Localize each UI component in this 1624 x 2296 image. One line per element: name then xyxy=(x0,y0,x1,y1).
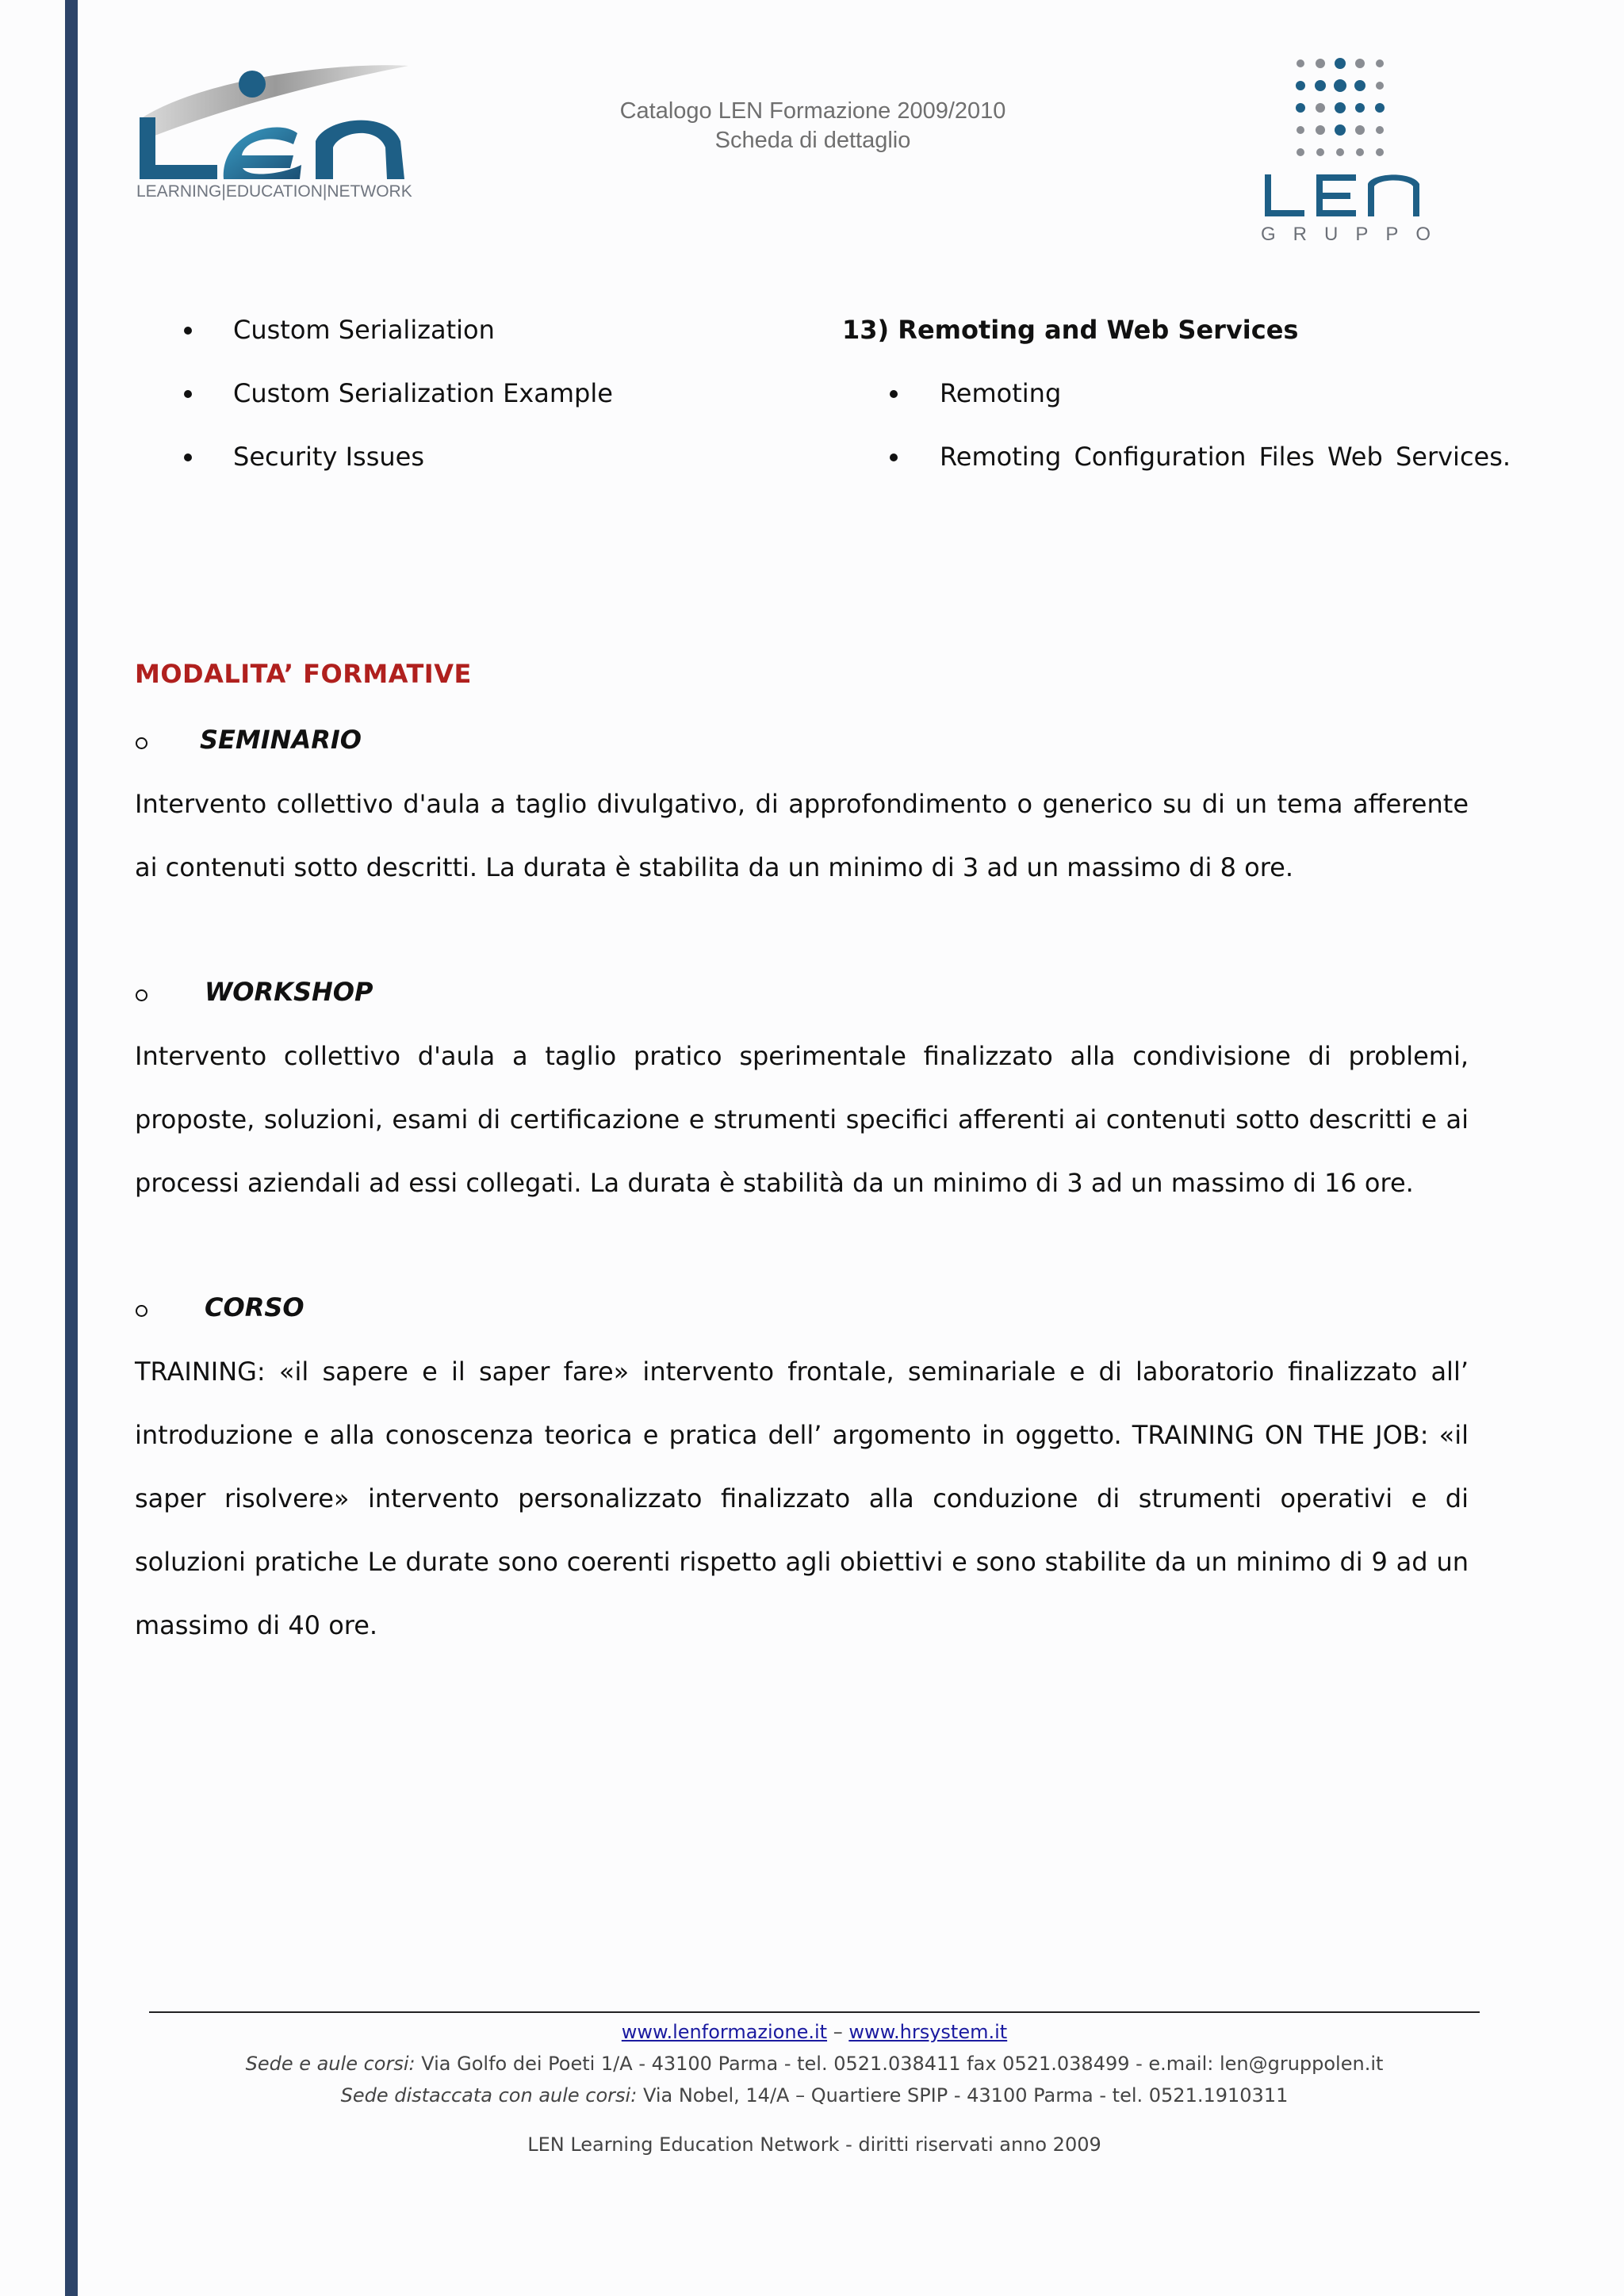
footer-divider xyxy=(149,2011,1480,2013)
document-header-title xyxy=(492,97,1134,155)
distaccata-text: Via Nobel, 14/A – Quartiere SPIP - 43100 Parma - tel. 0521.1910311 xyxy=(642,2084,1289,2107)
footer-rights: LEN Learning Education Network - diritti riservati anno 2009 xyxy=(527,2133,1101,2156)
circle-bullet-icon xyxy=(136,737,147,749)
bullet-icon xyxy=(890,390,898,398)
page-left-border xyxy=(65,0,78,2296)
catalog-title: Catalogo LEN Formazione 2009/2010 xyxy=(619,98,1006,124)
len-logo-icon xyxy=(135,62,420,181)
logo-gruppo-label: GRUPPO xyxy=(1261,224,1449,245)
seminario-title: SEMINARIO xyxy=(200,725,362,755)
list-item: Security Issues xyxy=(233,442,424,472)
catalog-subtitle: Scheda di dettaglio xyxy=(714,128,911,153)
footer-sede-distaccata xyxy=(149,2084,1480,2107)
bullet-icon xyxy=(890,453,898,461)
circle-bullet-icon xyxy=(136,989,147,1001)
link-hrsystem[interactable]: www.hrsystem.it xyxy=(848,2021,1008,2043)
corso-title: CORSO xyxy=(205,1292,304,1322)
bullet-icon xyxy=(184,327,192,335)
corso-description: TRAINING: «il sapere e il saper fare» intervento frontale, seminariale e di laboratorio finalizzato all’ introduzione e alla conoscenza teorica e pratica dell’ argomento in oggetto. TRAINING ON THE JOB: «il saper risolvere» intervento personalizzato finalizzato alla conduzione di strumenti operativi e di soluzioni pratiche Le durate sono coerenti rispetto agli obiettivi e sono stabilite da un minimo di 9 ad un massimo di 40 ore. xyxy=(135,1357,1469,1640)
modalita-formative-title: MODALITA’ FORMATIVE xyxy=(135,659,472,689)
len-logo xyxy=(135,62,420,209)
sede-label: Sede e aule corsi: xyxy=(245,2053,416,2075)
bullet-icon xyxy=(184,453,192,461)
list-item: Remoting Configuration Files Web Services. xyxy=(940,442,1511,472)
workshop-description: Intervento collettivo d'aula a taglio pratico sperimentale finalizzato alla condivisione di problemi, proposte, soluzioni, esami di certificazione e strumenti specifici afferenti ai contenuti sotto descritti e ai processi aziendali ad essi collegati. La durata è stabilità da un minimo di 3 ad un massimo di 16 ore. xyxy=(135,1041,1469,1198)
section-heading-remoting: 13) Remoting and Web Services xyxy=(842,315,1299,345)
distaccata-label: Sede distaccata con aule corsi: xyxy=(340,2084,638,2107)
footer-sede xyxy=(149,2052,1480,2076)
dot-grid-icon xyxy=(1257,55,1439,222)
workshop-title: WORKSHOP xyxy=(205,977,373,1007)
list-item: Custom Serialization Example xyxy=(233,378,613,408)
bullet-icon xyxy=(184,390,192,398)
circle-bullet-icon xyxy=(136,1305,147,1317)
footer-links xyxy=(149,2020,1480,2044)
logo-tagline: LEARNING|EDUCATION|NETWORK xyxy=(136,182,412,201)
list-item: Custom Serialization xyxy=(233,315,495,345)
len-gruppo-logo xyxy=(1257,55,1449,254)
list-item: Remoting xyxy=(940,378,1062,408)
sede-text: Via Golfo dei Poeti 1/A - 43100 Parma - tel. 0521.038411 fax 0521.038499 - e.mail: len@gruppolen.it xyxy=(421,2053,1384,2075)
link-separator: – xyxy=(833,2021,843,2043)
seminario-description: Intervento collettivo d'aula a taglio divulgativo, di approfondimento o generico su di un tema afferente ai contenuti sotto descritti. La durata è stabilita da un minimo di 3 ad un massimo di 8 ore. xyxy=(135,789,1469,882)
link-lenformazione[interactable]: www.lenformazione.it xyxy=(621,2021,828,2043)
